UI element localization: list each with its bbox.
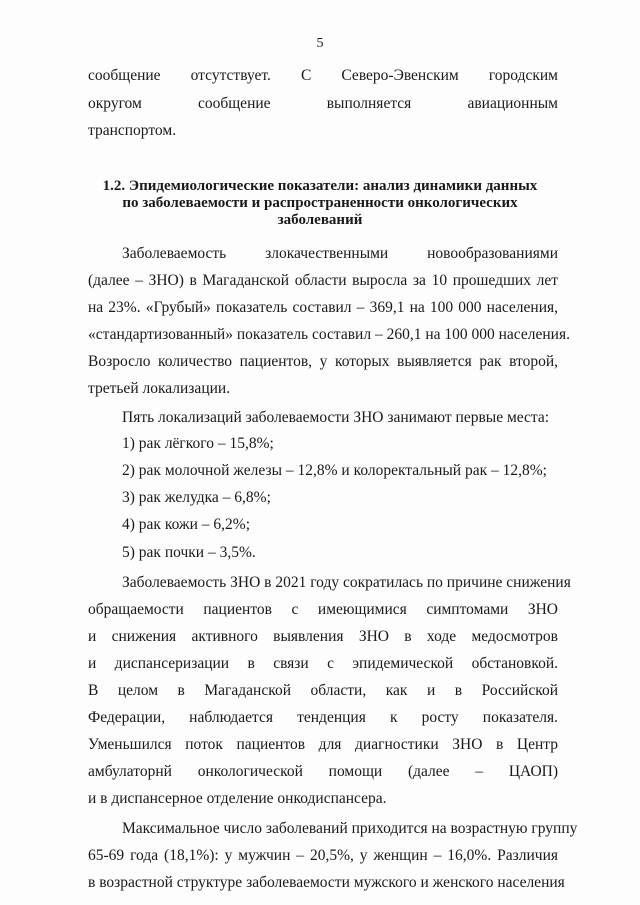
para4-line-2: 65-69 года (18,1%): у мужчин – 20,5%, у женщин – 16,0%. Различия — [88, 847, 558, 864]
para2-line: Пять локализаций заболеваемости ЗНО занимают первые места: — [122, 409, 550, 426]
para1-line-4: «стандартизованный» показатель составил – 260,1 на 100 000 населения. — [88, 326, 570, 343]
section-title-line-1: 1.2. Эпидемиологические показатели: анализ динамики данных — [102, 178, 538, 194]
section-title-line-2: по заболеваемости и распространенности онкологических — [122, 195, 518, 211]
list-item: 5) рак почки – 3,5%. — [122, 544, 256, 561]
para3-line-6: Федерации, наблюдается тенденция к росту показателя. — [88, 709, 558, 726]
list-item: 2) рак молочной железы – 12,8% и колоректальный рак – 12,8%; — [122, 462, 547, 479]
intro-line-1: сообщение отсутствует. С Северо-Эвенским городским — [88, 67, 558, 84]
page-number: 5 — [316, 36, 324, 51]
intro-line-3: транспортом. — [88, 122, 177, 139]
para3-line-7: Уменьшился поток пациентов для диагностики ЗНО в Центр — [88, 736, 558, 753]
list-item: 1) рак лёгкого – 15,8%; — [122, 435, 274, 452]
list-item: 4) рак кожи – 6,2%; — [122, 516, 251, 533]
intro-line-2: округом сообщение выполняется авиационным — [88, 95, 558, 112]
para1-line-3: на 23%. «Грубый» показатель составил – 369,1 на 100 000 населения, — [88, 299, 558, 316]
para1-line-1: Заболеваемость злокачественными новообразованиями — [122, 245, 558, 262]
para3-line-5: В целом в Магаданской области, как и в Российской — [88, 682, 558, 699]
para1-line-2: (далее – ЗНО) в Магаданской области выросла за 10 прошедших лет — [88, 272, 558, 289]
para3-line-8: амбулаторнй онкологической помощи (далее – ЦАОП) — [88, 763, 558, 780]
para3-line-1: Заболеваемость ЗНО в 2021 году сократилась по причине снижения — [122, 574, 571, 591]
list-item: 3) рак желудка – 6,8%; — [122, 489, 271, 506]
para1-line-6: третьей локализации. — [88, 380, 231, 397]
para3-line-3: и снижения активного выявления ЗНО в ходе медосмотров — [88, 628, 558, 645]
para4-line-1: Максимальное число заболеваний приходится на возрастную группу — [122, 820, 578, 837]
para3-line-9: и в диспансерное отделение онкодиспансера. — [88, 790, 387, 807]
section-title-line-3: заболеваний — [277, 212, 363, 228]
para4-line-3: в возрастной структуре заболеваемости мужского и женского населения — [88, 874, 565, 891]
para1-line-5: Возросло количество пациентов, у которых выявляется рак второй, — [88, 353, 558, 370]
para3-line-4: и диспансеризации в связи с эпидемической обстановкой. — [88, 655, 558, 672]
para3-line-2: обращаемости пациентов с имеющимися симптомами ЗНО — [88, 601, 558, 618]
